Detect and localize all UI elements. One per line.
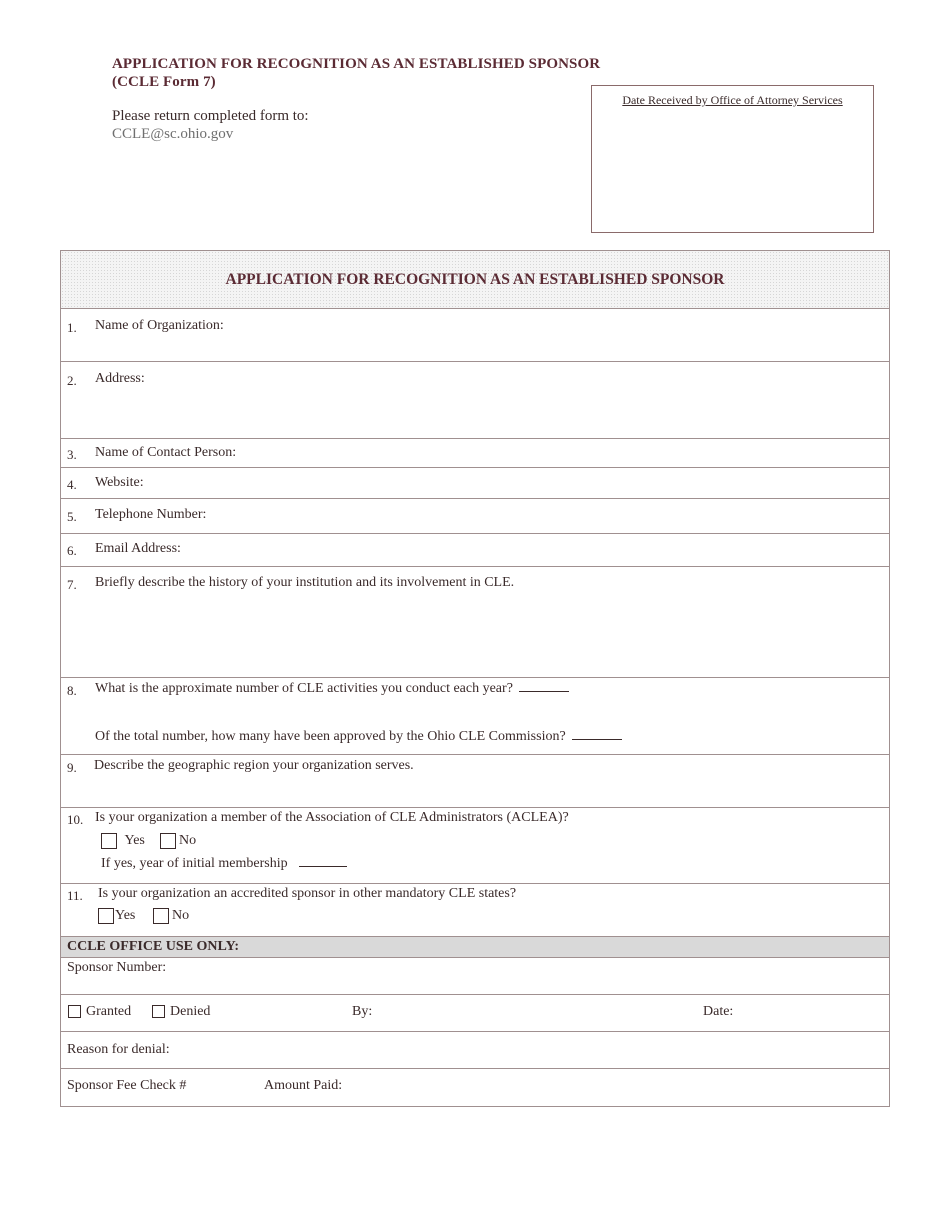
field-denial-reason[interactable] bbox=[61, 1032, 889, 1069]
field-label bbox=[95, 681, 569, 697]
field-sub-label bbox=[95, 729, 622, 745]
field-website[interactable] bbox=[61, 468, 889, 499]
question-text: If yes, year of initial membership bbox=[101, 856, 288, 871]
field-email[interactable] bbox=[61, 534, 889, 567]
approved-count-blank[interactable] bbox=[572, 738, 622, 740]
denied-label: Denied bbox=[170, 1004, 211, 1019]
question-number: 9. bbox=[67, 760, 77, 775]
yes-option[interactable] bbox=[98, 908, 135, 924]
field-telephone[interactable] bbox=[61, 499, 889, 534]
denied-checkbox[interactable] bbox=[152, 1005, 165, 1018]
date-label: Date: bbox=[703, 1004, 734, 1019]
return-email: CCLE@sc.ohio.gov bbox=[112, 126, 234, 142]
activity-count-blank[interactable] bbox=[519, 690, 569, 692]
field-label: Is your organization an accredited sponsor in other mandatory CLE states? bbox=[98, 886, 517, 901]
question-text: What is the approximate number of CLE activities you conduct each year? bbox=[95, 681, 513, 696]
office-use-heading: CCLE OFFICE USE ONLY: bbox=[61, 937, 889, 958]
field-contact-person[interactable] bbox=[61, 439, 889, 468]
question-text: Of the total number, how many have been approved by the Ohio CLE Commission? bbox=[95, 729, 566, 744]
question-number: 5. bbox=[67, 509, 77, 524]
form-title bbox=[112, 55, 600, 91]
field-label: Name of Contact Person: bbox=[95, 445, 237, 460]
yes-label: Yes bbox=[115, 908, 136, 924]
membership-year bbox=[101, 856, 347, 872]
field-label: Address: bbox=[95, 371, 145, 386]
field-label: Is your organization a member of the Association of CLE Administrators (ACLEA)? bbox=[95, 810, 569, 825]
no-option[interactable] bbox=[160, 833, 196, 849]
field-address[interactable] bbox=[61, 362, 889, 439]
granted-option[interactable] bbox=[68, 1004, 131, 1020]
question-number: 2. bbox=[67, 373, 77, 388]
decision-row bbox=[61, 995, 889, 1032]
question-number: 6. bbox=[67, 543, 77, 558]
field-activity-count[interactable] bbox=[61, 678, 889, 755]
field-sponsor-number[interactable] bbox=[61, 958, 889, 995]
no-label: No bbox=[179, 833, 197, 849]
form-title-line: APPLICATION FOR RECOGNITION AS AN ESTABLISHED SPONSOR bbox=[112, 56, 601, 72]
field-aclea-membership bbox=[61, 808, 889, 884]
question-number: 3. bbox=[67, 447, 77, 462]
question-number: 8. bbox=[67, 683, 77, 698]
yes-checkbox[interactable] bbox=[101, 833, 117, 849]
granted-label: Granted bbox=[86, 1004, 132, 1019]
question-number: 1. bbox=[67, 320, 77, 335]
field-label: Briefly describe the history of your institution and its involvement in CLE. bbox=[95, 575, 515, 590]
date-received-box[interactable] bbox=[591, 85, 874, 233]
sponsor-number-label: Sponsor Number: bbox=[67, 960, 167, 975]
membership-year-blank[interactable] bbox=[299, 865, 347, 867]
field-label: Email Address: bbox=[95, 541, 181, 556]
field-label: Name of Organization: bbox=[95, 318, 224, 333]
field-label: Website: bbox=[95, 475, 144, 490]
denied-option[interactable] bbox=[152, 1004, 210, 1020]
field-organization-name[interactable] bbox=[61, 309, 889, 362]
no-checkbox[interactable] bbox=[153, 908, 169, 924]
no-option[interactable] bbox=[153, 908, 189, 924]
question-number: 11. bbox=[67, 888, 83, 903]
amount-paid-label: Amount Paid: bbox=[264, 1078, 343, 1093]
question-number: 4. bbox=[67, 477, 77, 492]
form-section-title: APPLICATION FOR RECOGNITION AS AN ESTABLISHED SPONSOR bbox=[61, 251, 889, 309]
by-label: By: bbox=[352, 1004, 373, 1019]
no-checkbox[interactable] bbox=[160, 833, 176, 849]
question-number: 10. bbox=[67, 812, 84, 827]
field-fee bbox=[61, 1069, 889, 1106]
yes-label: Yes bbox=[124, 833, 145, 849]
application-form bbox=[60, 250, 890, 1107]
field-accredited-sponsor bbox=[61, 884, 889, 937]
denial-reason-label: Reason for denial: bbox=[67, 1042, 170, 1057]
field-geographic-region[interactable] bbox=[61, 755, 889, 808]
no-label: No bbox=[172, 908, 190, 924]
yes-option[interactable] bbox=[101, 833, 145, 849]
granted-checkbox[interactable] bbox=[68, 1005, 81, 1018]
field-label: Telephone Number: bbox=[95, 507, 207, 522]
question-number: 7. bbox=[67, 577, 77, 592]
yes-checkbox[interactable] bbox=[98, 908, 114, 924]
field-history[interactable] bbox=[61, 567, 889, 678]
return-instructions: Please return completed form to: bbox=[112, 108, 309, 124]
fee-check-label: Sponsor Fee Check # bbox=[67, 1078, 187, 1093]
form-number: (CCLE Form 7) bbox=[112, 74, 216, 90]
field-label: Describe the geographic region your organization serves. bbox=[94, 758, 414, 773]
date-received-label: Date Received by Office of Attorney Services bbox=[622, 93, 843, 107]
